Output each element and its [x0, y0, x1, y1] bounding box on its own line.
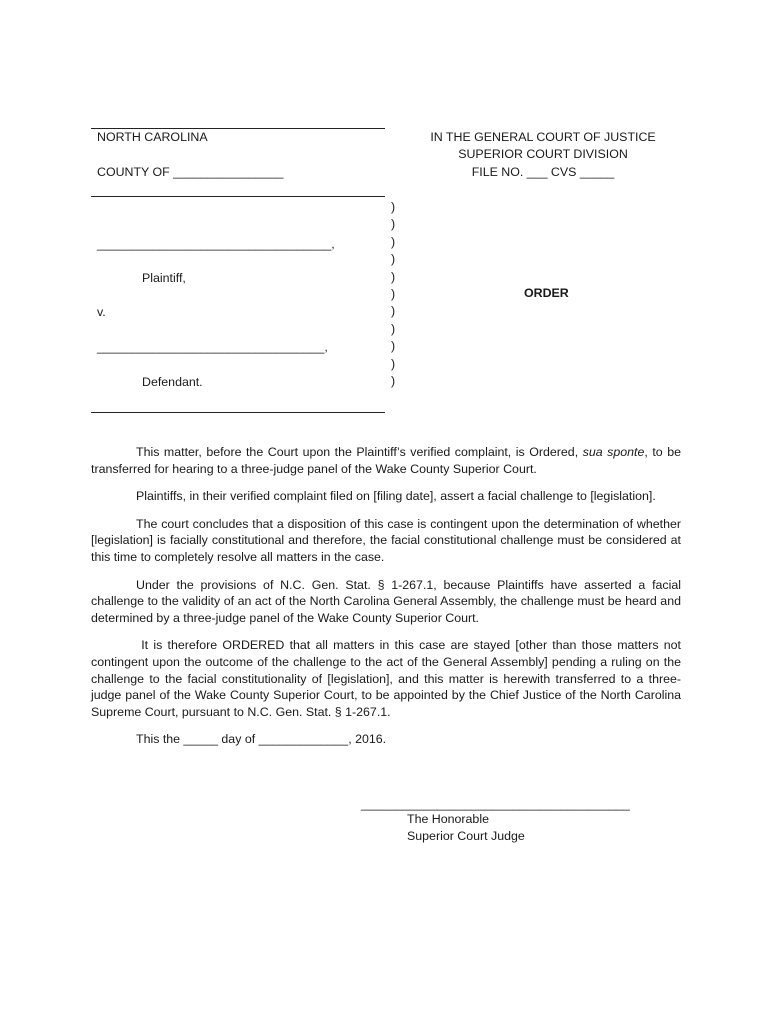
paragraph-5	[91, 637, 681, 720]
p4-text: Under the provisions of N.C. Gen. Stat. § 1-267.1, because Plaintiffs have asserted a facial challenge to the validity of an act of the North Carolina General Assembly, the challenge must be heard and determined by a three-judge panel of the Wake County Superior Court.	[91, 577, 681, 625]
signature-title-2: Superior Court Judge	[407, 829, 525, 843]
p1-text-b: , to be transferred for hearing to a three-judge panel of the Wake County Superior Court.	[91, 445, 682, 476]
paren: )	[391, 356, 396, 371]
p2-text: Plaintiffs, in their verified complaint filed on [filing date], assert a facial challenge to [legislation].	[136, 489, 656, 504]
paragraph-1	[91, 444, 681, 477]
defendant-label: Defendant.	[142, 375, 203, 389]
order-body	[91, 444, 681, 759]
paren: )	[391, 252, 396, 267]
paren: )	[391, 339, 396, 354]
caption-middle-rule	[91, 196, 385, 197]
versus-label: v.	[97, 305, 106, 319]
p1-italic: sua sponte	[582, 445, 645, 459]
paren: )	[391, 200, 396, 214]
paren: )	[391, 217, 396, 232]
court-line-1: IN THE GENERAL COURT OF JUSTICE	[430, 130, 656, 144]
paren: )	[391, 234, 396, 249]
paren: )	[391, 321, 396, 336]
paren: )	[391, 286, 396, 301]
paragraph-4	[91, 577, 681, 627]
paragraph-3	[91, 516, 681, 566]
defendant-name-blank: _________________________________,	[97, 340, 328, 354]
court-header	[400, 129, 686, 181]
paragraph-2	[91, 488, 681, 505]
paragraph-6	[91, 731, 681, 748]
p1-text-a: This matter, before the Court upon the Plaintiff’s verified complaint, is Ordered,	[136, 445, 583, 459]
paren: )	[391, 304, 396, 319]
paren: )	[391, 269, 396, 284]
order-title: ORDER	[524, 286, 569, 300]
caption-state: NORTH CAROLINA	[97, 130, 208, 144]
court-line-2: SUPERIOR COURT DIVISION	[458, 147, 628, 162]
p5-text: It is therefore ORDERED that all matters in this case are stayed [other than those matters not contingent upon the outcome of the challenge to the act of the General Assembly] pending a ruling on the challenge to the facial constitutionality of [legislation], and this matter is herewith transferred to a three-judge panel of the Wake County Superior Court, to be appointed by the Chief Justice of the North Carolina Supreme Court, pursuant to N.C. Gen. Stat. § 1-267.1.	[91, 638, 681, 719]
caption-county: COUNTY OF ________________	[97, 165, 284, 179]
paren: )	[391, 373, 396, 388]
file-number: FILE NO. ___ CVS _____	[471, 164, 615, 179]
signature-title-1: The Honorable	[407, 812, 489, 826]
p6-text: This the _____ day of _____________, 2016.	[136, 732, 387, 747]
plaintiff-name-blank: __________________________________,	[97, 237, 335, 251]
p3-text: The court concludes that a disposition of this case is contingent upon the determination of whether [legislation] is facially constitutional and therefore, the facial constitutional challenge must be considered at this time to completely resolve all matters in the case.	[91, 516, 681, 564]
caption-paren-column	[391, 199, 403, 390]
plaintiff-label: Plaintiff,	[142, 271, 186, 285]
caption-bottom-rule	[91, 412, 385, 413]
signature-line: _______________________________________	[361, 797, 630, 811]
